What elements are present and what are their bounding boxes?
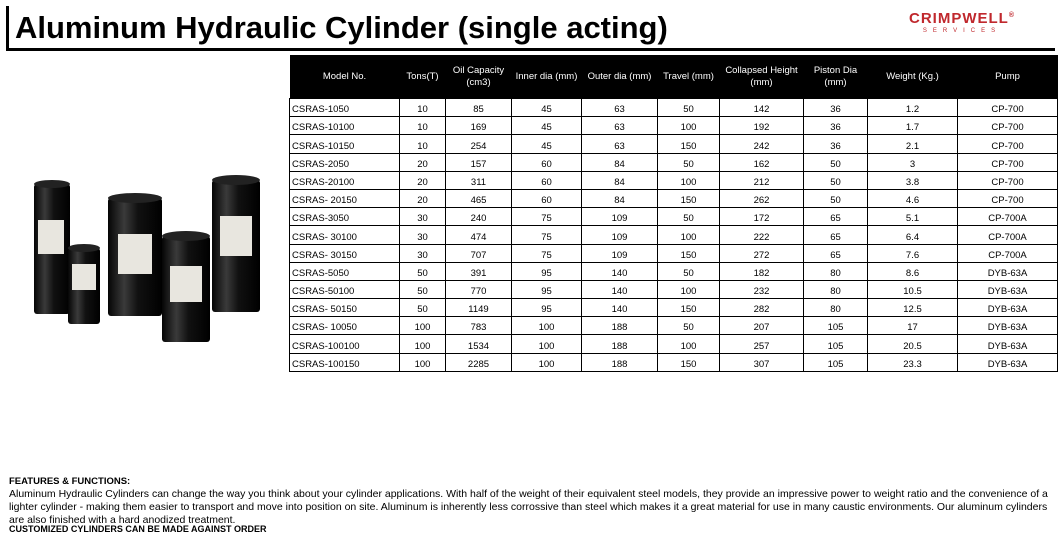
table-cell: 150 [658,244,720,262]
table-row [290,335,1058,353]
table-cell: 7.6 [868,244,958,262]
page-title: Aluminum Hydraulic Cylinder (single acting) [15,10,668,45]
table-cell: 150 [658,135,720,153]
table-cell: CP-700 [958,153,1058,171]
table-cell: 109 [582,226,658,244]
table-cell: 10 [400,135,446,153]
table-cell: DYB-63A [958,317,1058,335]
table-row [290,153,1058,171]
model-cell: CSRAS-50100 [290,280,400,298]
table-cell: 45 [512,135,582,153]
table-cell: 222 [720,226,804,244]
table-cell: 1534 [446,335,512,353]
table-cell: 262 [720,189,804,207]
table-cell: 36 [804,99,868,117]
table-cell: 30 [400,208,446,226]
table-cell: 80 [804,299,868,317]
table-cell: 20 [400,153,446,171]
features-section [9,475,1057,527]
table-cell: 65 [804,226,868,244]
table-cell: DYB-63A [958,299,1058,317]
table-cell: 2285 [446,353,512,371]
table-row [290,262,1058,280]
model-cell: CSRAS- 50150 [290,299,400,317]
spec-table [289,55,1058,372]
table-row [290,244,1058,262]
table-cell: 75 [512,226,582,244]
table-cell: 30 [400,244,446,262]
table-cell: 707 [446,244,512,262]
table-cell: 105 [804,353,868,371]
table-cell: 84 [582,189,658,207]
table-cell: 100 [512,335,582,353]
table-cell: 65 [804,208,868,226]
table-cell: 85 [446,99,512,117]
table-cell: 240 [446,208,512,226]
table-cell: 109 [582,208,658,226]
table-cell: 105 [804,317,868,335]
table-cell: 6.4 [868,226,958,244]
table-row [290,226,1058,244]
table-cell: 20.5 [868,335,958,353]
table-cell: 1.2 [868,99,958,117]
table-cell: 50 [804,171,868,189]
table-cell: 63 [582,135,658,153]
cylinder-2 [68,244,100,324]
column-header: Tons(T) [400,55,446,99]
table-row [290,135,1058,153]
table-cell: 50 [658,153,720,171]
cylinder-5 [212,175,260,312]
table-body [290,99,1058,372]
model-cell: CSRAS-2050 [290,153,400,171]
column-header: Inner dia (mm) [512,55,582,99]
model-cell: CSRAS- 10050 [290,317,400,335]
table-cell: 311 [446,171,512,189]
table-cell: 50 [804,153,868,171]
model-cell: CSRAS- 30100 [290,226,400,244]
table-cell: 1.7 [868,117,958,135]
table-cell: 188 [582,335,658,353]
column-header: Outer dia (mm) [582,55,658,99]
registered-mark: ® [1008,12,1015,19]
table-cell: CP-700 [958,135,1058,153]
table-cell: 45 [512,117,582,135]
table-cell: 10 [400,117,446,135]
table-cell: 50 [658,99,720,117]
table-row [290,353,1058,371]
table-header-row [290,55,1058,99]
table-cell: 12.5 [868,299,958,317]
table-cell: 20 [400,189,446,207]
model-cell: CSRAS-100150 [290,353,400,371]
table-cell: 2.1 [868,135,958,153]
model-cell: CSRAS-3050 [290,208,400,226]
table-cell: 95 [512,280,582,298]
table-row [290,299,1058,317]
table-cell: 100 [400,317,446,335]
table-cell: 188 [582,317,658,335]
logo-text: CRIMPWELL [909,10,1009,27]
brand-logo [909,10,1015,34]
column-header: Travel (mm) [658,55,720,99]
table-cell: DYB-63A [958,353,1058,371]
table-cell: 100 [658,335,720,353]
customized-note: CUSTOMIZED CYLINDERS CAN BE MADE AGAINST ORDER [9,524,267,534]
table-cell: 192 [720,117,804,135]
table-cell: 254 [446,135,512,153]
table-cell: 182 [720,262,804,280]
table-cell: 169 [446,117,512,135]
table-cell: 50 [400,262,446,280]
table-cell: 60 [512,171,582,189]
table-cell: 105 [804,335,868,353]
table-cell: 63 [582,117,658,135]
model-cell: CSRAS-10100 [290,117,400,135]
table-cell: 272 [720,244,804,262]
table-cell: 100 [400,353,446,371]
table-cell: CP-700 [958,189,1058,207]
column-header: Piston Dia (mm) [804,55,868,99]
table-cell: 50 [804,189,868,207]
table-cell: 212 [720,171,804,189]
table-cell: 242 [720,135,804,153]
table-cell: 45 [512,99,582,117]
table-cell: 50 [400,299,446,317]
table-cell: 17 [868,317,958,335]
table-cell: 60 [512,189,582,207]
table-cell: 95 [512,262,582,280]
table-cell: 3.8 [868,171,958,189]
table-row [290,317,1058,335]
table-cell: 3 [868,153,958,171]
table-cell: 162 [720,153,804,171]
table-cell: 142 [720,99,804,117]
table-cell: 100 [658,280,720,298]
table-cell: 307 [720,353,804,371]
table-cell: 140 [582,262,658,280]
table-cell: 465 [446,189,512,207]
table-cell: 474 [446,226,512,244]
table-cell: 65 [804,244,868,262]
table-cell: 10.5 [868,280,958,298]
model-cell: CSRAS- 30150 [290,244,400,262]
table-cell: CP-700A [958,226,1058,244]
table-cell: 150 [658,189,720,207]
cylinder-1 [34,180,70,314]
table-cell: 140 [582,280,658,298]
table-cell: 282 [720,299,804,317]
model-cell: CSRAS-100100 [290,335,400,353]
table-cell: 8.6 [868,262,958,280]
table-cell: CP-700 [958,171,1058,189]
table-cell: 391 [446,262,512,280]
table-cell: 36 [804,135,868,153]
model-cell: CSRAS-1050 [290,99,400,117]
cylinder-product-image [20,160,282,350]
table-cell: 188 [582,353,658,371]
table-cell: 207 [720,317,804,335]
table-cell: DYB-63A [958,280,1058,298]
table-cell: 770 [446,280,512,298]
table-cell: 23.3 [868,353,958,371]
table-cell: CP-700 [958,99,1058,117]
table-cell: 100 [658,117,720,135]
table-cell: 100 [658,226,720,244]
table-cell: 50 [658,208,720,226]
table-cell: 257 [720,335,804,353]
table-cell: 80 [804,262,868,280]
table-cell: 140 [582,299,658,317]
table-cell: 60 [512,153,582,171]
model-cell: CSRAS-20100 [290,171,400,189]
table-row [290,208,1058,226]
table-cell: 95 [512,299,582,317]
model-cell: CSRAS-5050 [290,262,400,280]
table-cell: 36 [804,117,868,135]
table-cell: 783 [446,317,512,335]
table-cell: 100 [658,171,720,189]
table-cell: DYB-63A [958,335,1058,353]
table-cell: DYB-63A [958,262,1058,280]
table-row [290,189,1058,207]
column-header: Pump [958,55,1058,99]
table-cell: 63 [582,99,658,117]
features-heading: FEATURES & FUNCTIONS: [9,476,131,487]
title-bar [6,6,1055,51]
cylinder-3 [108,193,162,316]
table-cell: CP-700A [958,208,1058,226]
table-cell: 109 [582,244,658,262]
table-cell: 5.1 [868,208,958,226]
features-text: Aluminum Hydraulic Cylinders can change the way you think about your cylinder applications. With half of the weight of their equivalent steel models, they provide an impressive power to weight ratio and the convenience of a lighter cylinder - making them easier to transport and move into position on site. Aluminum is inherently less corrossive than steel which makes it a great material for use in many caustic environments. Our aluminum cylinders are also finished with a hard anodized treatment. [9,488,1048,526]
table-cell: 50 [658,317,720,335]
table-cell: 75 [512,208,582,226]
table-cell: 100 [512,317,582,335]
table-cell: 50 [400,280,446,298]
table-cell: 157 [446,153,512,171]
table-cell: 1149 [446,299,512,317]
table-cell: 20 [400,171,446,189]
model-cell: CSRAS- 20150 [290,189,400,207]
table-cell: 232 [720,280,804,298]
table-cell: 84 [582,153,658,171]
logo-subtext: SERVICES [922,28,1002,34]
table-cell: 80 [804,280,868,298]
table-cell: 10 [400,99,446,117]
table-cell: 150 [658,299,720,317]
table-row [290,99,1058,117]
table-cell: 100 [512,353,582,371]
table-row [290,117,1058,135]
table-cell: 84 [582,171,658,189]
table-cell: 150 [658,353,720,371]
column-header: Collapsed Height (mm) [720,55,804,99]
table-row [290,280,1058,298]
table-cell: 100 [400,335,446,353]
table-row [290,171,1058,189]
table-cell: 4.6 [868,189,958,207]
table-cell: 50 [658,262,720,280]
model-cell: CSRAS-10150 [290,135,400,153]
column-header: Weight (Kg.) [868,55,958,99]
table-cell: 172 [720,208,804,226]
table-cell: 75 [512,244,582,262]
cylinder-4 [162,231,210,342]
column-header: Model No. [290,55,400,99]
table-cell: CP-700A [958,244,1058,262]
column-header: Oil Capacity (cm3) [446,55,512,99]
table-cell: 30 [400,226,446,244]
table-cell: CP-700 [958,117,1058,135]
